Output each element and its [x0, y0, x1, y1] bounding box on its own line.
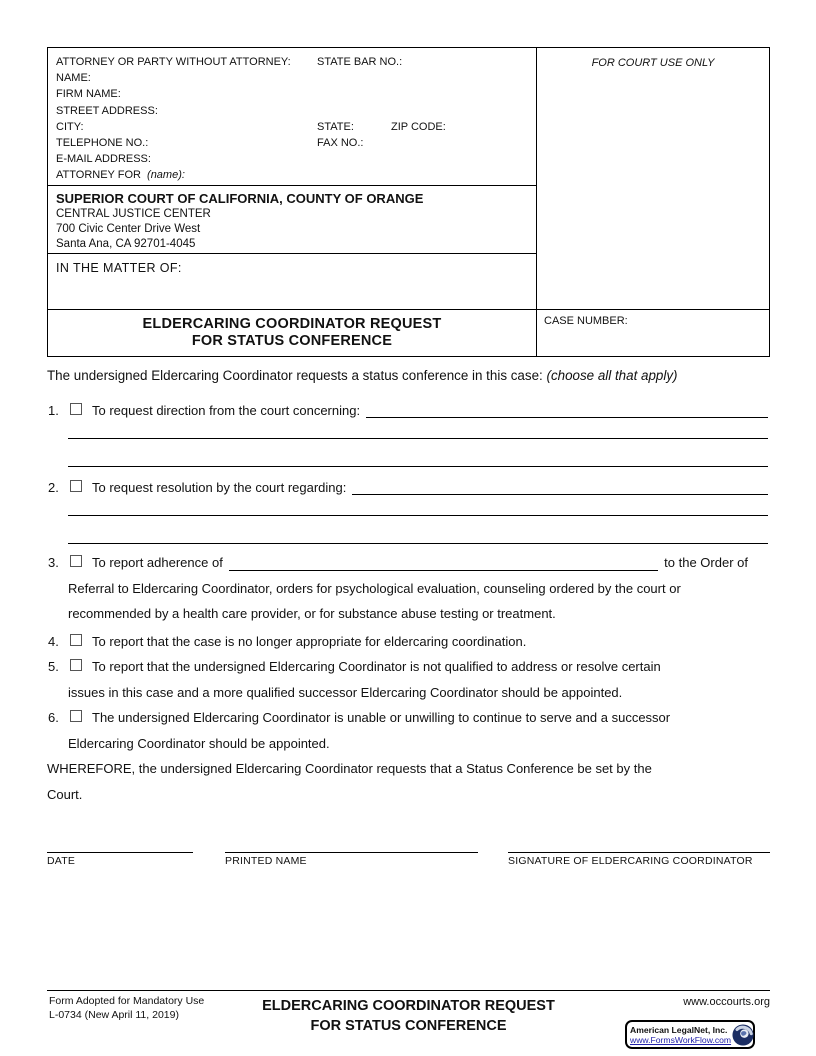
item-3-continuation-1: Referral to Eldercaring Coordinator, orders for psychological evaluation, counseling ordered by the court or — [68, 580, 681, 596]
date-label: DATE — [47, 855, 76, 867]
street-address-label: STREET ADDRESS: — [56, 104, 158, 117]
footer-adoption-note: Form Adopted for Mandatory Use — [49, 995, 205, 1007]
item-5-continuation: issues in this case and a more qualified successor Eldercaring Coordinator should be appointed. — [68, 684, 623, 700]
footer-form-number: L-0734 (New April 11, 2019) — [49, 1008, 179, 1021]
item-2-number: 2. — [48, 480, 59, 495]
fax-label: FAX NO.: — [317, 137, 364, 150]
phone-row — [56, 135, 528, 151]
wherefore-line-2: Court. — [47, 786, 83, 802]
legalnet-badge-text — [630, 1025, 731, 1045]
item-1-number: 1. — [48, 403, 59, 418]
street-row — [56, 103, 528, 119]
item-1-row — [92, 398, 768, 423]
item-6-continuation: Eldercaring Coordinator should be appointed. — [68, 735, 330, 751]
caption-box — [47, 47, 770, 357]
coordinator-signature-label: SIGNATURE OF ELDERCARING COORDINATOR — [508, 855, 753, 867]
case-number-box[interactable] — [537, 309, 769, 356]
zip-code-label: ZIP CODE: — [391, 120, 446, 133]
state-bar-label: STATE BAR NO.: — [317, 56, 403, 68]
checkbox-item-2[interactable] — [70, 480, 82, 492]
attorney-label: ATTORNEY OR PARTY WITHOUT ATTORNEY: — [56, 56, 291, 68]
city-row — [56, 119, 528, 135]
printed-name-label: PRINTED NAME — [225, 855, 307, 867]
item-1-blank-line-2[interactable] — [68, 439, 768, 467]
item-4-number: 4. — [48, 633, 59, 649]
item-5-label: To report that the undersigned Eldercaring Coordinator is not qualified to address or resolve certain — [92, 659, 661, 674]
legalnet-company-name: American LegalNet, Inc. — [630, 1024, 728, 1035]
item-3 — [47, 550, 770, 627]
item-1-label: To request direction from the court concerning: — [92, 403, 361, 418]
checkbox-item-1[interactable] — [70, 403, 82, 415]
form-body — [47, 366, 770, 807]
checkbox-item-6[interactable] — [70, 710, 82, 722]
court-address-section — [48, 186, 536, 254]
date-signature-field[interactable] — [47, 852, 193, 867]
item-2-blank-line-1[interactable] — [68, 500, 768, 516]
caption-right-column — [537, 48, 769, 356]
intro-instruction: (choose all that apply) — [546, 368, 678, 383]
globe-icon — [732, 1024, 754, 1046]
item-6-label: The undersigned Eldercaring Coordinator is unable or unwilling to continue to serve and a successor — [92, 710, 671, 725]
coordinator-signature-field[interactable] — [508, 852, 770, 867]
email-label: E-MAIL ADDRESS: — [56, 153, 151, 166]
attorney-info-section — [48, 48, 536, 186]
footer-title-line2: FOR STATUS CONFERENCE — [310, 1018, 507, 1034]
item-3-label-before: To report adherence of — [92, 555, 223, 570]
court-branch: CENTRAL JUSTICE CENTER — [56, 208, 211, 220]
attorney-for-name-label: (name): — [147, 169, 185, 182]
intro-line — [47, 366, 770, 386]
firm-row — [56, 86, 528, 102]
intro-text: The undersigned Eldercaring Coordinator requests a status conference in this case: — [47, 368, 543, 383]
checkbox-item-5[interactable] — [70, 659, 82, 671]
item-1-blank-line-1[interactable] — [68, 423, 768, 439]
footer-title-line1: ELDERCARING COORDINATOR REQUEST — [262, 998, 555, 1014]
matter-of-label: IN THE MATTER OF: — [56, 261, 182, 275]
item-6 — [47, 705, 770, 756]
printed-name-field[interactable] — [225, 852, 478, 867]
court-city: Santa Ana, CA 92701-4045 — [56, 238, 196, 251]
item-2-blank-inline[interactable] — [352, 475, 768, 495]
item-4-label: To report that the case is no longer appropriate for eldercaring coordination. — [92, 633, 527, 649]
firm-name-label: FIRM NAME: — [56, 88, 121, 101]
item-2-blank-line-2[interactable] — [68, 516, 768, 544]
case-number-label: CASE NUMBER: — [544, 315, 628, 327]
city-label: CITY: — [56, 120, 84, 133]
email-row — [56, 151, 528, 167]
item-5 — [47, 654, 770, 705]
attorney-for-row — [56, 167, 528, 183]
court-use-only-area — [537, 48, 769, 309]
matter-of-section[interactable] — [48, 254, 536, 309]
court-use-only-label: FOR COURT USE ONLY — [591, 57, 715, 69]
item-1 — [47, 398, 770, 467]
form-title-line1: ELDERCARING COORDINATOR REQUEST — [142, 316, 442, 332]
court-name: SUPERIOR COURT OF CALIFORNIA, COUNTY OF ORANGE — [56, 191, 424, 206]
item-3-number: 3. — [48, 555, 59, 570]
item-3-row — [92, 550, 748, 576]
item-3-label-after: to the Order of — [664, 555, 748, 570]
item-5-number: 5. — [48, 659, 59, 674]
legalnet-badge — [625, 1020, 755, 1049]
state-label: STATE: — [317, 120, 354, 133]
item-3-blank-inline[interactable] — [229, 550, 658, 571]
item-2-label: To request resolution by the court regarding: — [92, 480, 347, 495]
checkbox-item-3[interactable] — [70, 555, 82, 567]
telephone-label: TELEPHONE NO.: — [56, 137, 149, 150]
court-street: 700 Civic Center Drive West — [56, 223, 201, 236]
item-2-row — [92, 475, 768, 500]
form-title-line2: FOR STATUS CONFERENCE — [191, 332, 393, 349]
attorney-for-label: ATTORNEY FOR — [56, 169, 141, 182]
wherefore-line-1: WHEREFORE, the undersigned Eldercaring Coordinator requests that a Status Conference be set by the — [47, 761, 652, 776]
signature-section — [47, 852, 770, 867]
item-3-continuation-2: recommended by a health care provider, or for substance abuse testing or treatment. — [68, 606, 556, 621]
checkbox-item-4[interactable] — [70, 634, 82, 646]
footer-website: www.occourts.org — [683, 996, 770, 1008]
name-label: NAME: — [56, 72, 91, 85]
name-row — [56, 70, 528, 86]
item-6-number: 6. — [48, 710, 59, 725]
caption-left-column — [48, 48, 537, 356]
attorney-row — [56, 54, 528, 70]
formsworkflow-link[interactable]: www.FormsWorkFlow.com — [630, 1034, 732, 1045]
item-4 — [47, 629, 770, 655]
form-title-block — [48, 309, 536, 356]
item-1-blank-inline[interactable] — [366, 398, 768, 418]
item-2 — [47, 475, 770, 544]
page-footer — [47, 990, 770, 1052]
